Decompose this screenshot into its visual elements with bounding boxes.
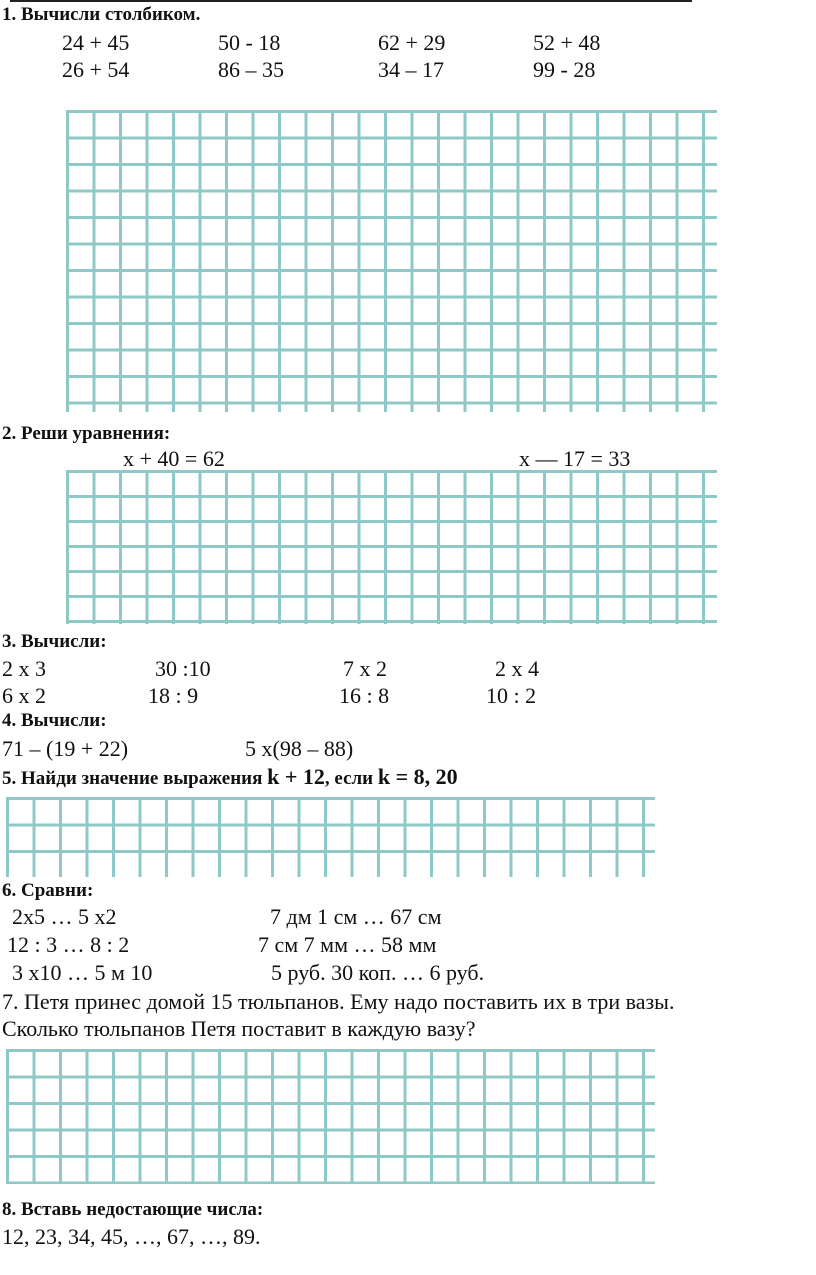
task7-line: Сколько тюльпанов Петя поставит в каждую вазу? — [2, 1016, 476, 1041]
task3-item: 16 : 8 — [339, 683, 390, 708]
task1-item: 26 + 54 — [62, 57, 130, 82]
task6-left-item: 12 : 3 … 8 : 2 — [7, 932, 130, 957]
task5-title — [2, 764, 458, 790]
task3-item: 6 x 2 — [2, 683, 46, 708]
task3-item: 2 x 4 — [495, 656, 539, 681]
top-rule — [10, 0, 692, 2]
task6-right-item: 7 см 7 мм … 58 мм — [258, 932, 437, 957]
task7-line: 7. Петя принес домой 15 тюльпанов. Ему надо поставить их в три вазы. — [2, 989, 675, 1014]
task6-right-item: 5 руб. 30 коп. … 6 руб. — [271, 960, 485, 985]
task3-item: 2 x 3 — [2, 656, 46, 681]
task5-grid — [6, 797, 655, 877]
task2-equation: x — 17 = 33 — [519, 446, 631, 471]
task1-item: 62 + 29 — [378, 30, 446, 55]
task1-item: 34 – 17 — [378, 57, 444, 82]
task3-item: 18 : 9 — [148, 683, 199, 708]
task6-left-item: 2x5 … 5 x2 — [12, 904, 117, 929]
task5-title-part: , если — [324, 768, 378, 789]
task1-item: 50 - 18 — [218, 30, 281, 55]
task1-item: 24 + 45 — [62, 30, 130, 55]
task6-left-item: 3 x10 … 5 м 10 — [12, 960, 153, 985]
task8-title: 8. Вставь недостающие числа: — [2, 1199, 264, 1220]
task6-right-item: 7 дм 1 см … 67 см — [270, 904, 442, 929]
task8-sequence: 12, 23, 34, 45, …, 67, …, 89. — [2, 1224, 261, 1249]
task4-item: 5 x(98 – 88) — [245, 736, 354, 761]
task3-item: 7 x 2 — [343, 656, 387, 681]
task1-title: 1. Вычисли столбиком. — [2, 4, 201, 25]
task3-item: 30 :10 — [155, 656, 211, 681]
task7-grid — [6, 1049, 655, 1184]
task3-title: 3. Вычисли: — [2, 631, 107, 652]
task5-values: k = 8, 20 — [377, 764, 458, 789]
task1-item: 86 – 35 — [218, 57, 284, 82]
task5-title-part: 5. Найди значение выражения — [2, 768, 268, 789]
task3-item: 10 : 2 — [486, 683, 537, 708]
task1-item: 99 - 28 — [533, 57, 596, 82]
task1-item: 52 + 48 — [533, 30, 601, 55]
task2-grid — [66, 470, 717, 624]
task2-title: 2. Реши уравнения: — [2, 423, 171, 444]
task4-item: 71 – (19 + 22) — [2, 736, 129, 761]
task6-title: 6. Сравни: — [2, 880, 94, 901]
task1-grid — [66, 110, 717, 412]
task4-title: 4. Вычисли: — [2, 710, 107, 731]
task5-expression: k + 12 — [267, 764, 325, 789]
task2-equation: x + 40 = 62 — [123, 446, 225, 471]
